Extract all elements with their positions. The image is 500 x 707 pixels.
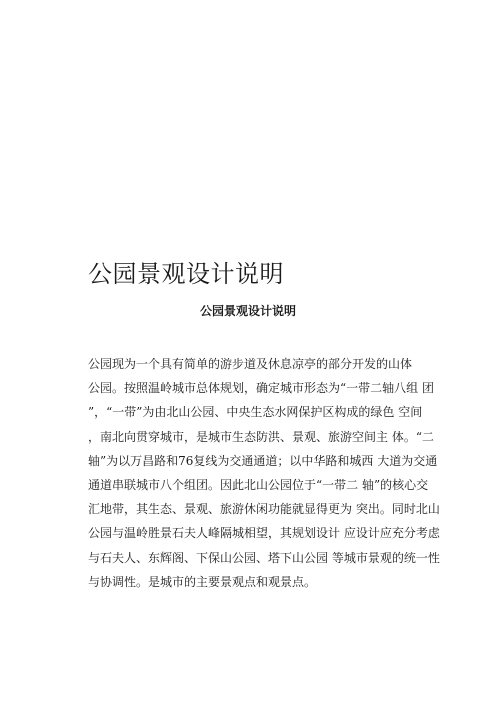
body-line: 公园。按照温岭城市总体规划，确定城市形态为“一带二轴八组 团 [88, 381, 434, 396]
body-paragraph [88, 352, 440, 594]
body-line: 汇地带，其生态、景观、旅游休闲功能就显得更为 突出。同时北山 [88, 502, 440, 517]
body-line: ，南北向贯穿城市，是城市生态防洪、景观、旅游空间主 体。“二 [88, 429, 434, 444]
body-line: ”，“一带”为由北山公园、中央生态水网保护区构成的绿色 空间 [88, 405, 423, 420]
body-line: 公园与温岭胜景石夫人峰隔城相望，其规划设计 应设计应充分考虑 [88, 526, 440, 541]
body-line: 通道串联城市八个组团。因此北山公园位于“一带二 轴”的核心交 [88, 478, 429, 493]
body-line: 与协调性。是城市的主要景观点和观景点。 [88, 574, 317, 589]
document-title: 公园景观设计说明 [88, 260, 284, 288]
body-line: 公园现为一个具有简单的游步道及休息凉亭的部分开发的山体 [88, 357, 413, 371]
document-subtitle: 公园景观设计说明 [200, 304, 297, 318]
body-line: 轴”为以万昌路和76复线为交通通道；以中华路和城西 大道为交通 [88, 453, 438, 468]
body-line: 与石夫人、东辉阁、下保山公园、塔下山公园 等城市景观的统一性 [88, 550, 440, 565]
